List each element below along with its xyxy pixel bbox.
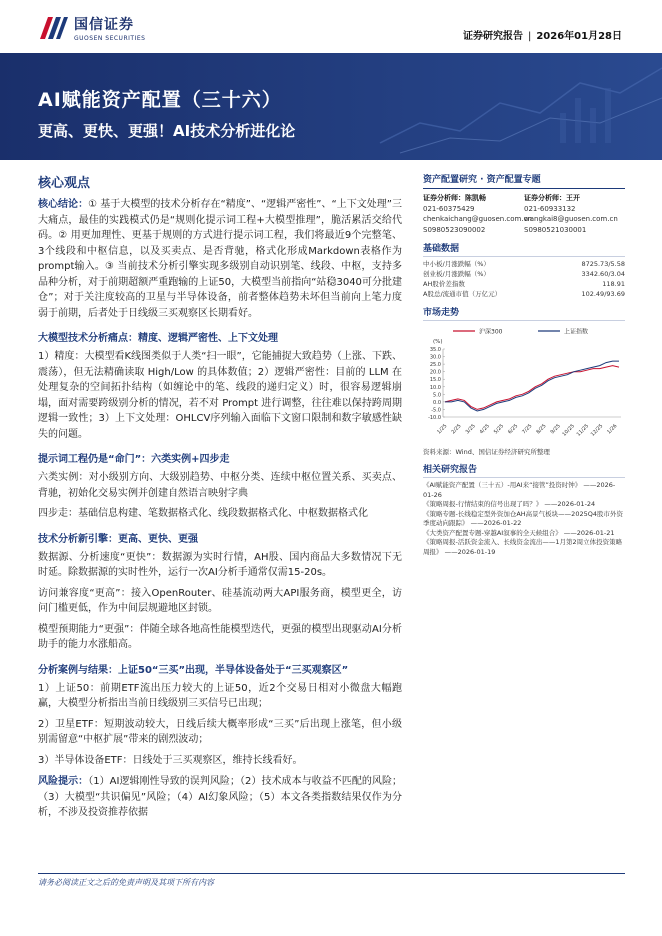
analyst-name: 陈凯畅	[465, 194, 486, 202]
market-row	[423, 269, 625, 279]
x-tick-label: 8/25	[535, 423, 548, 436]
section-heading-pain-points: 大模型技术分析痛点：精度、逻辑严密性、上下文处理	[38, 333, 278, 344]
logo-text-cn: 国信证券	[74, 17, 134, 33]
analyst-name: 王开	[566, 194, 580, 202]
report-title: AI赋能资产配置（三十六）	[38, 89, 282, 111]
prompt-four-steps: 四步走：基础信息构建、笔数据格式化、线段数据格式化、中枢数据格式化	[38, 508, 368, 519]
analyst-email[interactable]: wangkai8@guosen.com.cn	[524, 215, 618, 223]
market-label: 中小板/月涨跌幅（%）	[423, 260, 490, 268]
analyst-label: 证券分析师：	[423, 194, 465, 202]
core-label: 核心结论：	[38, 199, 89, 210]
guosen-logo-icon	[38, 15, 68, 41]
core-view-heading: 核心观点	[38, 176, 91, 191]
market-label: AH股价差指数	[423, 280, 465, 288]
related-reports-title: 相关研究报告	[423, 462, 625, 478]
market-data-title: 基础数据	[423, 241, 625, 257]
section-heading-cases: 分析案例与结果：上证50“三买”出现，半导体设备处于“三买观察区”	[38, 664, 349, 676]
report-date: 2026年01月28日	[536, 31, 622, 42]
x-tick-label: 11/25	[575, 423, 591, 438]
y-tick-label: 25.0	[429, 362, 441, 369]
case-sse50: 1）上证50：前期ETF流出压力较大的上证50，近2个交易日相对小微盘大幅跑赢，大模型分析指出当前日线级别三买信号已出现；	[38, 682, 402, 709]
engine-faster: 数据源、分析速度“更快”：数据源为实时行情，AH股、国内商品大多数情况下无时延。除数据源的实时性外，运行一次AI分析手通常仅需15-20s。	[38, 551, 402, 578]
series-line	[445, 366, 619, 410]
analyst-cert: S0980521030001	[524, 225, 587, 234]
y-tick-label: 30.0	[429, 354, 441, 361]
market-row	[423, 279, 625, 289]
section-heading-prompt-engineering: 提示词工程仍是“命门”：六类实例+四步走	[38, 454, 230, 465]
sidebar	[423, 172, 625, 557]
x-tick-label: 7/25	[521, 423, 534, 436]
engine-stronger: 模型预期能力“更强”：伴随全球各地高性能模型迭代，更强的模型出现驱动AI分析助手的能力水涨船高。	[38, 623, 402, 650]
x-tick-label: 3/25	[464, 423, 477, 436]
market-trend-title: 市场走势	[423, 305, 625, 321]
x-tick-label: 10/25	[561, 423, 576, 438]
y-axis-label: (%)	[433, 339, 443, 345]
related-report-item[interactable]: 《策略周报-行情结束的信号出现了吗？》 ——2026-01-24	[423, 500, 596, 508]
y-tick-label: 35.0	[429, 347, 441, 353]
x-tick-label: 4/25	[478, 423, 491, 436]
market-row	[423, 259, 625, 269]
x-tick-label: 2/25	[450, 423, 463, 436]
analyst-card	[524, 193, 625, 235]
analyst-phone: 021-60375429	[423, 204, 475, 213]
analyst-cert: S0980523090002	[423, 225, 486, 234]
chart-source: 资料来源：Wind、国信证券经济研究所整理	[423, 448, 550, 456]
page-header	[0, 0, 662, 50]
related-report-item[interactable]: 《大类资产配置专题-穿越AI叙事的全天候组合》 ——2026-01-21	[423, 528, 615, 537]
related-report-item[interactable]: 《策略周报-活跃资金流入、长线资金流出——1月第2周立体投资策略周报》 ——2026-01-19	[423, 538, 623, 556]
x-tick-label: 9/25	[549, 423, 562, 436]
x-tick-label: 5/25	[492, 423, 506, 436]
pain-points-text: 1）精度：大模型看K线图类似于人类“扫一眼”，它能捕捉大致趋势（上涨、下跌、震荡），但无法精确读取 High/Low 的具体数值；2）逻辑严密性：目前的 LLM 在处理复杂的空间拓扑结构（如缠论中的笔、线段的递归定义）时，很容易逻辑崩塌，面对需要跨级别分析的情况，若不对 Prompt 进行调整，往往难以保持跨周期逻辑一致性；3）上下文处理：OHLCV序列输入面临下文窗口限制和数字敏感性缺失的问题。	[38, 351, 402, 440]
analyst-phone: 021-60933132	[524, 204, 576, 213]
report-subtitle: 更高、更快、更强！AI技术分析进化论	[38, 122, 296, 140]
analyst-card	[423, 193, 532, 235]
risk-label: 风险提示：	[38, 776, 89, 787]
legend-label: 沪深300	[479, 328, 503, 336]
y-tick-label: 20.0	[429, 369, 441, 376]
market-data-table	[423, 259, 625, 299]
related-reports-list	[423, 481, 625, 557]
prompt-six-instances: 六类实例：对小级别方向、大级别趋势、中枢分类、连续中枢位置关系、买卖点、背驰，初始化交易实例并创建自然语言映射字典	[38, 472, 402, 499]
y-tick-label: -5.0	[431, 407, 441, 414]
footer-disclaimer: 请务必阅读正文之后的免责声明及其项下所有内容	[38, 878, 214, 887]
market-label: 创业板/月涨跌幅（%）	[423, 270, 490, 278]
case-satellite: 2）卫星ETF：短期波动较大，日线后续大概率形成“三买”后出现上涨笔，但小级别需留意“中枢扩展”带来的剧烈波动；	[38, 718, 402, 745]
risk-text: （1）AI逻辑刚性导致的误判风险；（2）技术成本与收益不匹配的风险；（3）大模型“共识偏见”风险；（4）AI幻象风险；（5）本文各类指数结果仅作为分析，不涉及投资推荐依据	[38, 776, 403, 818]
title-banner	[0, 53, 662, 160]
engine-higher: 访问兼容度“更高”：接入OpenRouter、硅基流动两大API服务商，模型更全，访问门槛更低，作为中间层规避地区封锁。	[38, 587, 402, 614]
related-report-item[interactable]: 《AI赋能资产配置（三十五）-用AI来“接管”投资时钟》 ——2026-01-26	[423, 481, 616, 499]
y-tick-label: 10.0	[429, 384, 441, 391]
trend-chart-svg	[423, 325, 625, 443]
core-conclusion	[38, 197, 402, 321]
header-separator: |	[527, 31, 532, 42]
footer-divider	[38, 873, 625, 874]
market-value: 102.49/93.69	[581, 290, 625, 298]
main-content	[38, 172, 402, 821]
y-tick-label: -10.0	[428, 415, 441, 421]
analyst-label: 证券分析师：	[524, 194, 566, 202]
guosen-logo	[38, 14, 145, 42]
market-value: 3342.60/3.04	[581, 270, 625, 278]
related-report-item[interactable]: 《策略专题-长线稳定型外资加仓AH高景气板块——2025Q4股市外资季度动向跟踪》 ——2026-01-22	[423, 509, 623, 527]
market-row	[423, 289, 625, 299]
x-tick-label: 12/25	[589, 423, 605, 438]
x-tick-label: 1/25	[436, 423, 449, 436]
section-heading-new-engine: 技术分析新引擎：更高、更快、更强	[38, 533, 198, 545]
header-right	[463, 27, 622, 42]
market-value: 8725.73/5.58	[581, 260, 625, 268]
y-tick-label: 5.0	[433, 392, 441, 399]
risk-warning	[38, 774, 402, 821]
x-tick-label: 1/26	[606, 423, 619, 436]
y-tick-label: 0.0	[433, 399, 441, 406]
market-label: A股总/流通市值（万亿元）	[423, 290, 502, 298]
logo-text-en: GUOSEN SECURITIES	[74, 35, 146, 42]
market-value: 118.91	[602, 280, 625, 288]
core-text: ① 基于大模型的技术分析存在“精度”、“逻辑严密性”、“上下文处理”三大痛点，最佳的实践模式仍是“规则化提示词工程+大模型推理”，脆活累活交给代码。② 用更加理性、更基于规则的方式进行提示词工程，我们将最近9个完整笔、3个线段和中枢信息，以及买卖点、是否背驰，格式化形成Markdown表格作为prompt输入。③ 当前技术分析引擎实现多级别自动识别笔、线段、中枢，支持多品种分析，对于前期超额严重跑输的上证50，大模型当前指向“站稳3040可分批建仓”；对于关注度较高的卫星与半导体设备，前者整体趋势未坏但当前向上笔力度弱于前期，后者处于日线级三买观察区长期看好。	[38, 199, 403, 319]
analyst-email[interactable]: chenkaichang@guosen.com.cn	[423, 215, 532, 223]
legend-label: 上证指数	[564, 328, 589, 336]
market-trend-chart	[423, 325, 625, 447]
x-tick-label: 6/25	[507, 423, 520, 436]
sidebar-section-title: 资产配置研究 · 资产配置专题	[423, 172, 625, 189]
analysts-block	[423, 193, 625, 235]
report-type: 证券研究报告	[462, 31, 523, 42]
y-tick-label: 15.0	[429, 377, 441, 384]
case-semiconductor: 3）半导体设备ETF：日线处于三买观察区，维持长线看好。	[38, 754, 303, 766]
